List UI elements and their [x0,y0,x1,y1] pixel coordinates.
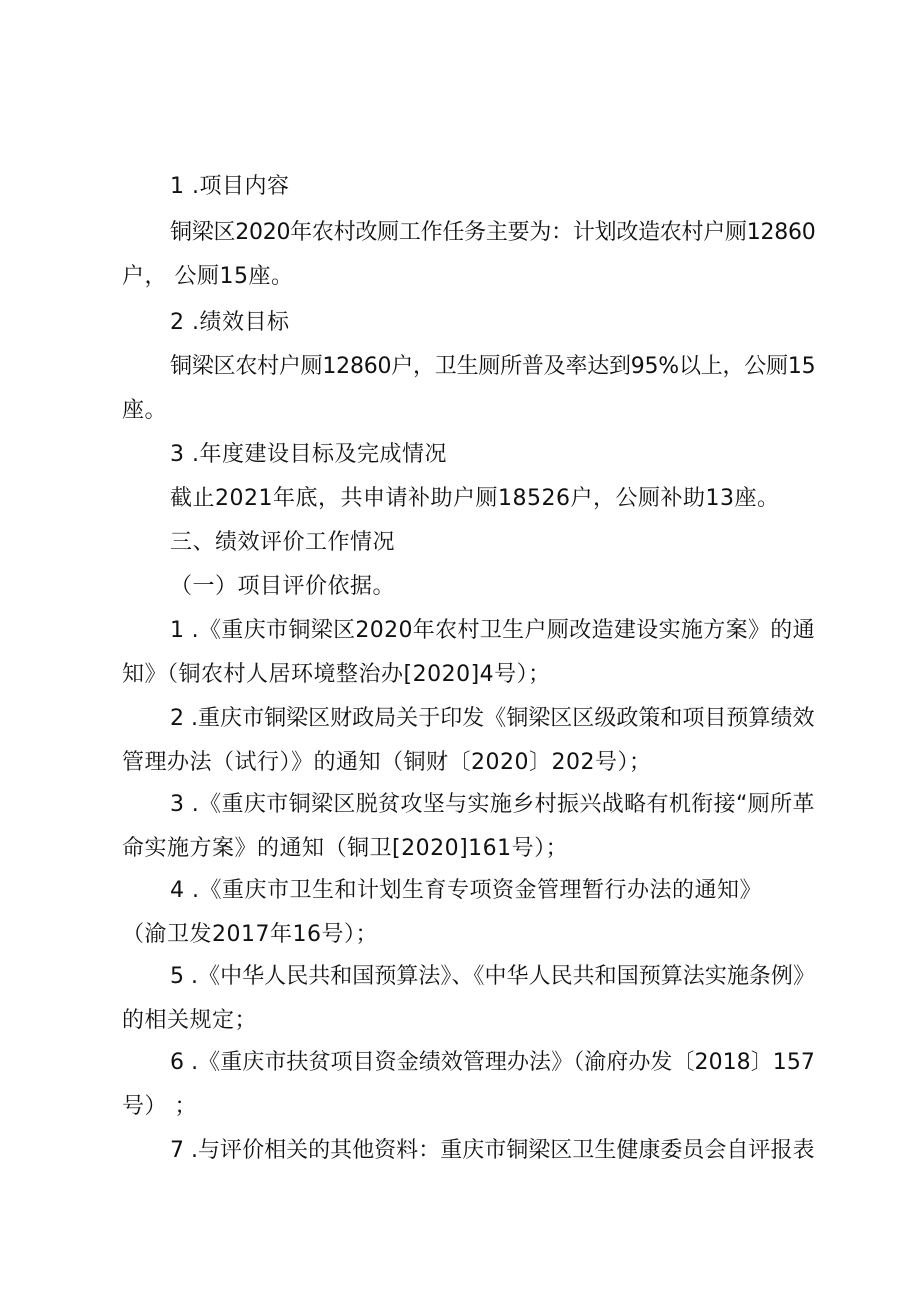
list-item-continuation: 知》（铜农村人居环境整治办[2020]4号）； [122,662,551,687]
list-item-continuation: 管理办法（试行）》的通知（铜财〔2020〕202号）； [122,750,652,775]
section-heading: 三、绩效评价工作情况 [170,530,396,555]
heading-annual-goal: 3 .年度建设目标及完成情况 [170,442,447,467]
list-item-continuation: 的相关规定； [122,1008,258,1033]
heading-performance-goal: 2 .绩效目标 [170,310,290,335]
list-item: 1 .《重庆市铜梁区2020年农村卫生户厕改造建设实施方案》的通 [170,618,815,643]
list-item-continuation: 命实施方案》的通知（铜卫[2020]161号）； [122,836,569,861]
list-item: 4 .《重庆市卫生和计划生育专项资金管理暂行办法的通知》 [170,878,762,903]
list-item: 6 .《重庆市扶贫项目资金绩效管理办法》（渝府办发〔2018〕157 [170,1050,815,1075]
paragraph-line: 户， 公厕15座。 [122,264,294,289]
paragraph-line: 铜梁区2020年农村改厕工作任务主要为：计划改造农村户厕12860 [170,220,816,245]
paragraph-line: 座。 [122,398,168,423]
list-item: 3 .《重庆市铜梁区脱贫攻坚与实施乡村振兴战略有机衔接“厕所革 [170,792,815,817]
paragraph-line: 截止2021年底，共申请补助户厕18526户，公厕补助13座。 [170,486,780,511]
heading-project-content: 1 .项目内容 [170,174,290,199]
list-item: 7 .与评价相关的其他资料：重庆市铜梁区卫生健康委员会自评报表 [170,1138,815,1163]
list-item-continuation: （渝卫发2017年16号）； [122,922,378,947]
paragraph-line: 铜梁区农村户厕12860户，卫生厕所普及率达到95%以上，公厕15 [170,354,816,379]
list-item: 5 .《中华人民共和国预算法》、《中华人民共和国预算法实施条例》 [170,964,815,989]
subsection-heading: （一）项目评价依据。 [170,574,396,599]
list-item: 2 .重庆市铜梁区财政局关于印发《铜梁区区级政策和项目预算绩效 [170,706,815,731]
list-item-continuation: 号） ； [122,1094,197,1119]
